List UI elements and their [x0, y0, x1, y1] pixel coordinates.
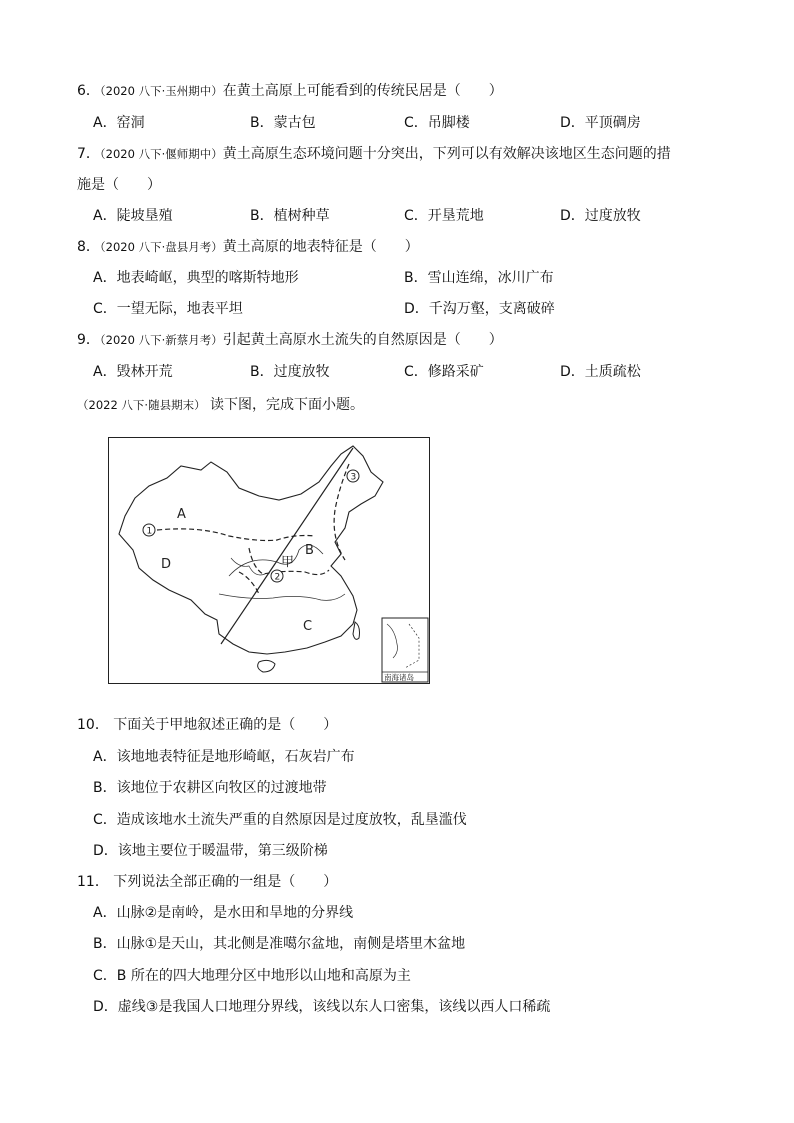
option-c[interactable]: C．修路采矿	[404, 364, 484, 380]
question-9-options	[93, 362, 713, 382]
yangtze-river	[219, 594, 345, 600]
question-number: 10．	[77, 717, 109, 733]
question-source: （2020 八下·玉州期中）	[99, 84, 223, 98]
question-9	[77, 330, 503, 350]
group-source: （2022 八下·随县期末）	[77, 398, 206, 412]
question-6-options	[93, 113, 713, 133]
question-number: 11．	[77, 874, 109, 890]
china-map	[109, 438, 429, 683]
option-b[interactable]: B．雪山连绵，冰川广布	[404, 270, 554, 286]
option-c[interactable]: C．开垦荒地	[404, 208, 484, 224]
label-b: B	[305, 543, 314, 558]
option-c[interactable]: C．吊脚楼	[404, 115, 470, 131]
option-a[interactable]: A．窑洞	[93, 115, 145, 131]
option-b[interactable]: B．过度放牧	[250, 364, 330, 380]
inset-label: 南海诸岛	[384, 673, 414, 682]
question-source: （2020 八下·新蔡月考）	[99, 333, 223, 347]
question-number: 7．	[77, 146, 100, 162]
option-a[interactable]: A．毁林开荒	[93, 364, 173, 380]
question-7-stem-continued: 施是（ ）	[77, 177, 161, 193]
question-source: （2020 八下·偃师期中）	[99, 147, 223, 161]
marker-3: 3	[350, 472, 357, 483]
question-source: （2020 八下·盘县月考）	[99, 240, 223, 254]
question-number: 6．	[77, 83, 100, 99]
question-11	[77, 872, 337, 892]
question-7	[77, 144, 671, 164]
taiwan-island	[353, 622, 360, 639]
question-8-options-row1	[93, 268, 713, 288]
question-stem: 下列说法全部正确的一组是（ ）	[113, 874, 338, 890]
marker-2: 2	[274, 572, 281, 583]
question-number: 8．	[77, 239, 100, 255]
option-b[interactable]: B．植树种草	[250, 208, 330, 224]
question-number: 9．	[77, 332, 100, 348]
question-stem: 黄土高原的地表特征是（ ）	[222, 239, 419, 255]
option-c[interactable]: C．B 所在的四大地理分区中地形以山地和高原为主	[93, 968, 411, 984]
question-stem: 引起黄土高原水土流失的自然原因是（ ）	[222, 332, 503, 348]
question-7-options	[93, 206, 713, 226]
hu-line	[221, 448, 353, 644]
label-d: D	[161, 557, 172, 572]
option-b[interactable]: B．蒙古包	[250, 115, 316, 131]
option-c[interactable]: C．一望无际，地表平坦	[93, 301, 243, 317]
label-jia: 甲	[281, 555, 295, 570]
option-c[interactable]: C．造成该地水土流失严重的自然原因是过度放牧，乱垦滥伐	[93, 812, 467, 828]
question-10	[77, 715, 337, 735]
question-8	[77, 237, 419, 257]
marker-1: 1	[146, 526, 153, 537]
option-d[interactable]: D．虚线③是我国人口地理分界线，该线以东人口密集，该线以西人口稀疏	[93, 999, 551, 1015]
option-b[interactable]: B．该地位于农耕区向牧区的过渡地带	[93, 780, 327, 796]
question-stem: 黄土高原生态环境问题十分突出，下列可以有效解决该地区生态问题的措	[222, 146, 671, 162]
question-8-options-row2	[93, 299, 713, 319]
hainan-island	[258, 660, 275, 672]
option-d[interactable]: D．过度放牧	[560, 208, 641, 224]
option-a[interactable]: A．山脉②是南岭，是水田和旱地的分界线	[93, 905, 354, 921]
group-instruction: 读下图，完成下面小题。	[210, 397, 365, 413]
china-map-figure	[108, 437, 430, 684]
group-intro	[77, 395, 364, 415]
option-a[interactable]: A．陡坡垦殖	[93, 208, 173, 224]
option-a[interactable]: A．该地地表特征是地形崎岖，石灰岩广布	[93, 749, 355, 765]
label-c: C	[303, 619, 313, 634]
question-stem: 下面关于甲地叙述正确的是（ ）	[113, 717, 338, 733]
option-d[interactable]: D．千沟万壑，支离破碎	[404, 301, 555, 317]
label-a: A	[177, 507, 186, 522]
question-6	[77, 81, 503, 101]
option-d[interactable]: D．该地主要位于暖温带，第三级阶梯	[93, 843, 328, 859]
boundary-dashed-4	[239, 572, 259, 594]
option-d[interactable]: D．平顶碉房	[560, 115, 641, 131]
china-outline	[119, 446, 383, 654]
option-b[interactable]: B．山脉①是天山，其北侧是准噶尔盆地，南侧是塔里木盆地	[93, 936, 466, 952]
option-a[interactable]: A．地表崎岖，典型的喀斯特地形	[93, 270, 299, 286]
question-stem: 在黄土高原上可能看到的传统民居是（ ）	[222, 83, 503, 99]
option-d[interactable]: D．土质疏松	[560, 364, 641, 380]
